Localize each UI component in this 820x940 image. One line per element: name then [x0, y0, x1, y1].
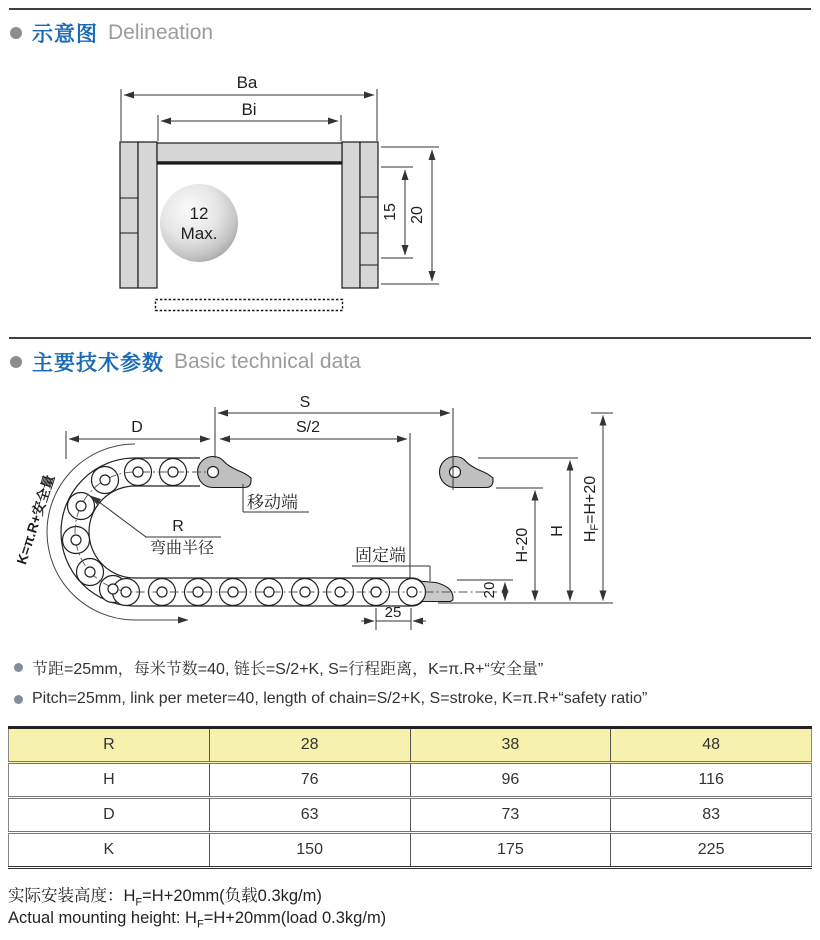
section-title-en: Basic technical data	[174, 350, 361, 373]
dim-20-label: 20	[409, 206, 426, 224]
dim-hf-label: HF=H+20	[582, 475, 601, 543]
subscript-f: F	[135, 896, 143, 909]
section-header-technical	[10, 347, 361, 377]
cell: 76	[209, 763, 410, 798]
k-formula-label: K=π.R+安全量	[13, 472, 58, 567]
table-row	[9, 763, 812, 798]
dim-h-label: H	[549, 525, 566, 537]
radius-label: R	[172, 518, 184, 535]
bullet-icon	[10, 27, 22, 39]
cell: 225	[611, 833, 812, 868]
fixed-end-label: 固定端	[355, 546, 406, 565]
moving-end-bracket-extended	[440, 457, 494, 488]
header-cell: 48	[611, 728, 812, 763]
note-text-zh: 节距=25mm，每米节数=40, 链长=S/2+K, S=行程距离，K=π.R+“安全量”	[32, 661, 544, 678]
cell: 116	[611, 763, 812, 798]
dim-ba-label: Ba	[236, 73, 258, 92]
mounting-height-note-zh: 实际安装高度：$H_F=H+20mm$(负载0.3kg/m)	[8, 887, 322, 909]
dotted-strip	[156, 300, 343, 311]
note-pitch-zh	[14, 656, 543, 679]
section-header-delineation	[10, 18, 213, 48]
cell: 73	[410, 798, 611, 833]
spec-table	[8, 726, 812, 869]
cable-sphere	[160, 184, 238, 262]
moving-end-label: 移动端	[247, 493, 298, 512]
note-text-en: Pitch=25mm, link per meter=40, length of chain=S/2+K, S=stroke, K=π.R+“safety ratio”	[32, 690, 648, 707]
bullet-icon	[10, 356, 22, 368]
radius-leader	[91, 496, 221, 537]
row-label: K	[103, 841, 115, 858]
section-title-zh: 主要技术参数	[32, 352, 164, 375]
crossbar	[157, 143, 342, 164]
dim-ground-20-label: 20	[481, 581, 498, 599]
table-row	[9, 833, 812, 868]
fixed-end-leader	[352, 566, 430, 581]
sphere-value: 12	[189, 204, 209, 223]
table-row	[9, 798, 812, 833]
dim-25-label: 25	[384, 604, 402, 621]
dim-bi-label: Bi	[241, 100, 257, 119]
dim-h20-label: H-20	[514, 527, 531, 563]
mounting-height-note-en: Actual mounting height: $H_F=H+20mm(load$ 0.3kg/m)	[8, 909, 387, 931]
bullet-icon	[14, 663, 23, 672]
dim-s-label: S	[299, 394, 311, 411]
row-label: H	[103, 771, 115, 788]
header-cell: 38	[410, 728, 611, 763]
bullet-icon	[14, 695, 23, 704]
header-cell: R	[103, 736, 115, 753]
dim-d-label: D	[131, 419, 143, 436]
cross-section-diagram	[0, 60, 460, 322]
dim-s2-label: S/2	[295, 419, 321, 436]
cell: 83	[611, 798, 812, 833]
plate-joints	[120, 197, 378, 265]
cell: 96	[410, 763, 611, 798]
dim-15-label: 15	[382, 203, 399, 221]
cell: 63	[209, 798, 410, 833]
drag-chain-diagram	[0, 388, 650, 640]
radius-label-zh: 弯曲半径	[150, 540, 215, 557]
cell: 175	[410, 833, 611, 868]
cell: 150	[209, 833, 410, 868]
chain-centerline	[75, 472, 497, 592]
table-header-row	[9, 728, 812, 763]
divider	[9, 337, 811, 339]
note-pitch-en	[14, 690, 647, 708]
section-title-en: Delineation	[108, 21, 214, 44]
header-cell: 28	[209, 728, 410, 763]
row-label: D	[103, 806, 115, 823]
divider	[9, 8, 811, 10]
section-title-zh: 示意图	[32, 23, 98, 46]
sphere-max-label: Max.	[180, 224, 218, 243]
subscript-f: F	[196, 918, 204, 931]
